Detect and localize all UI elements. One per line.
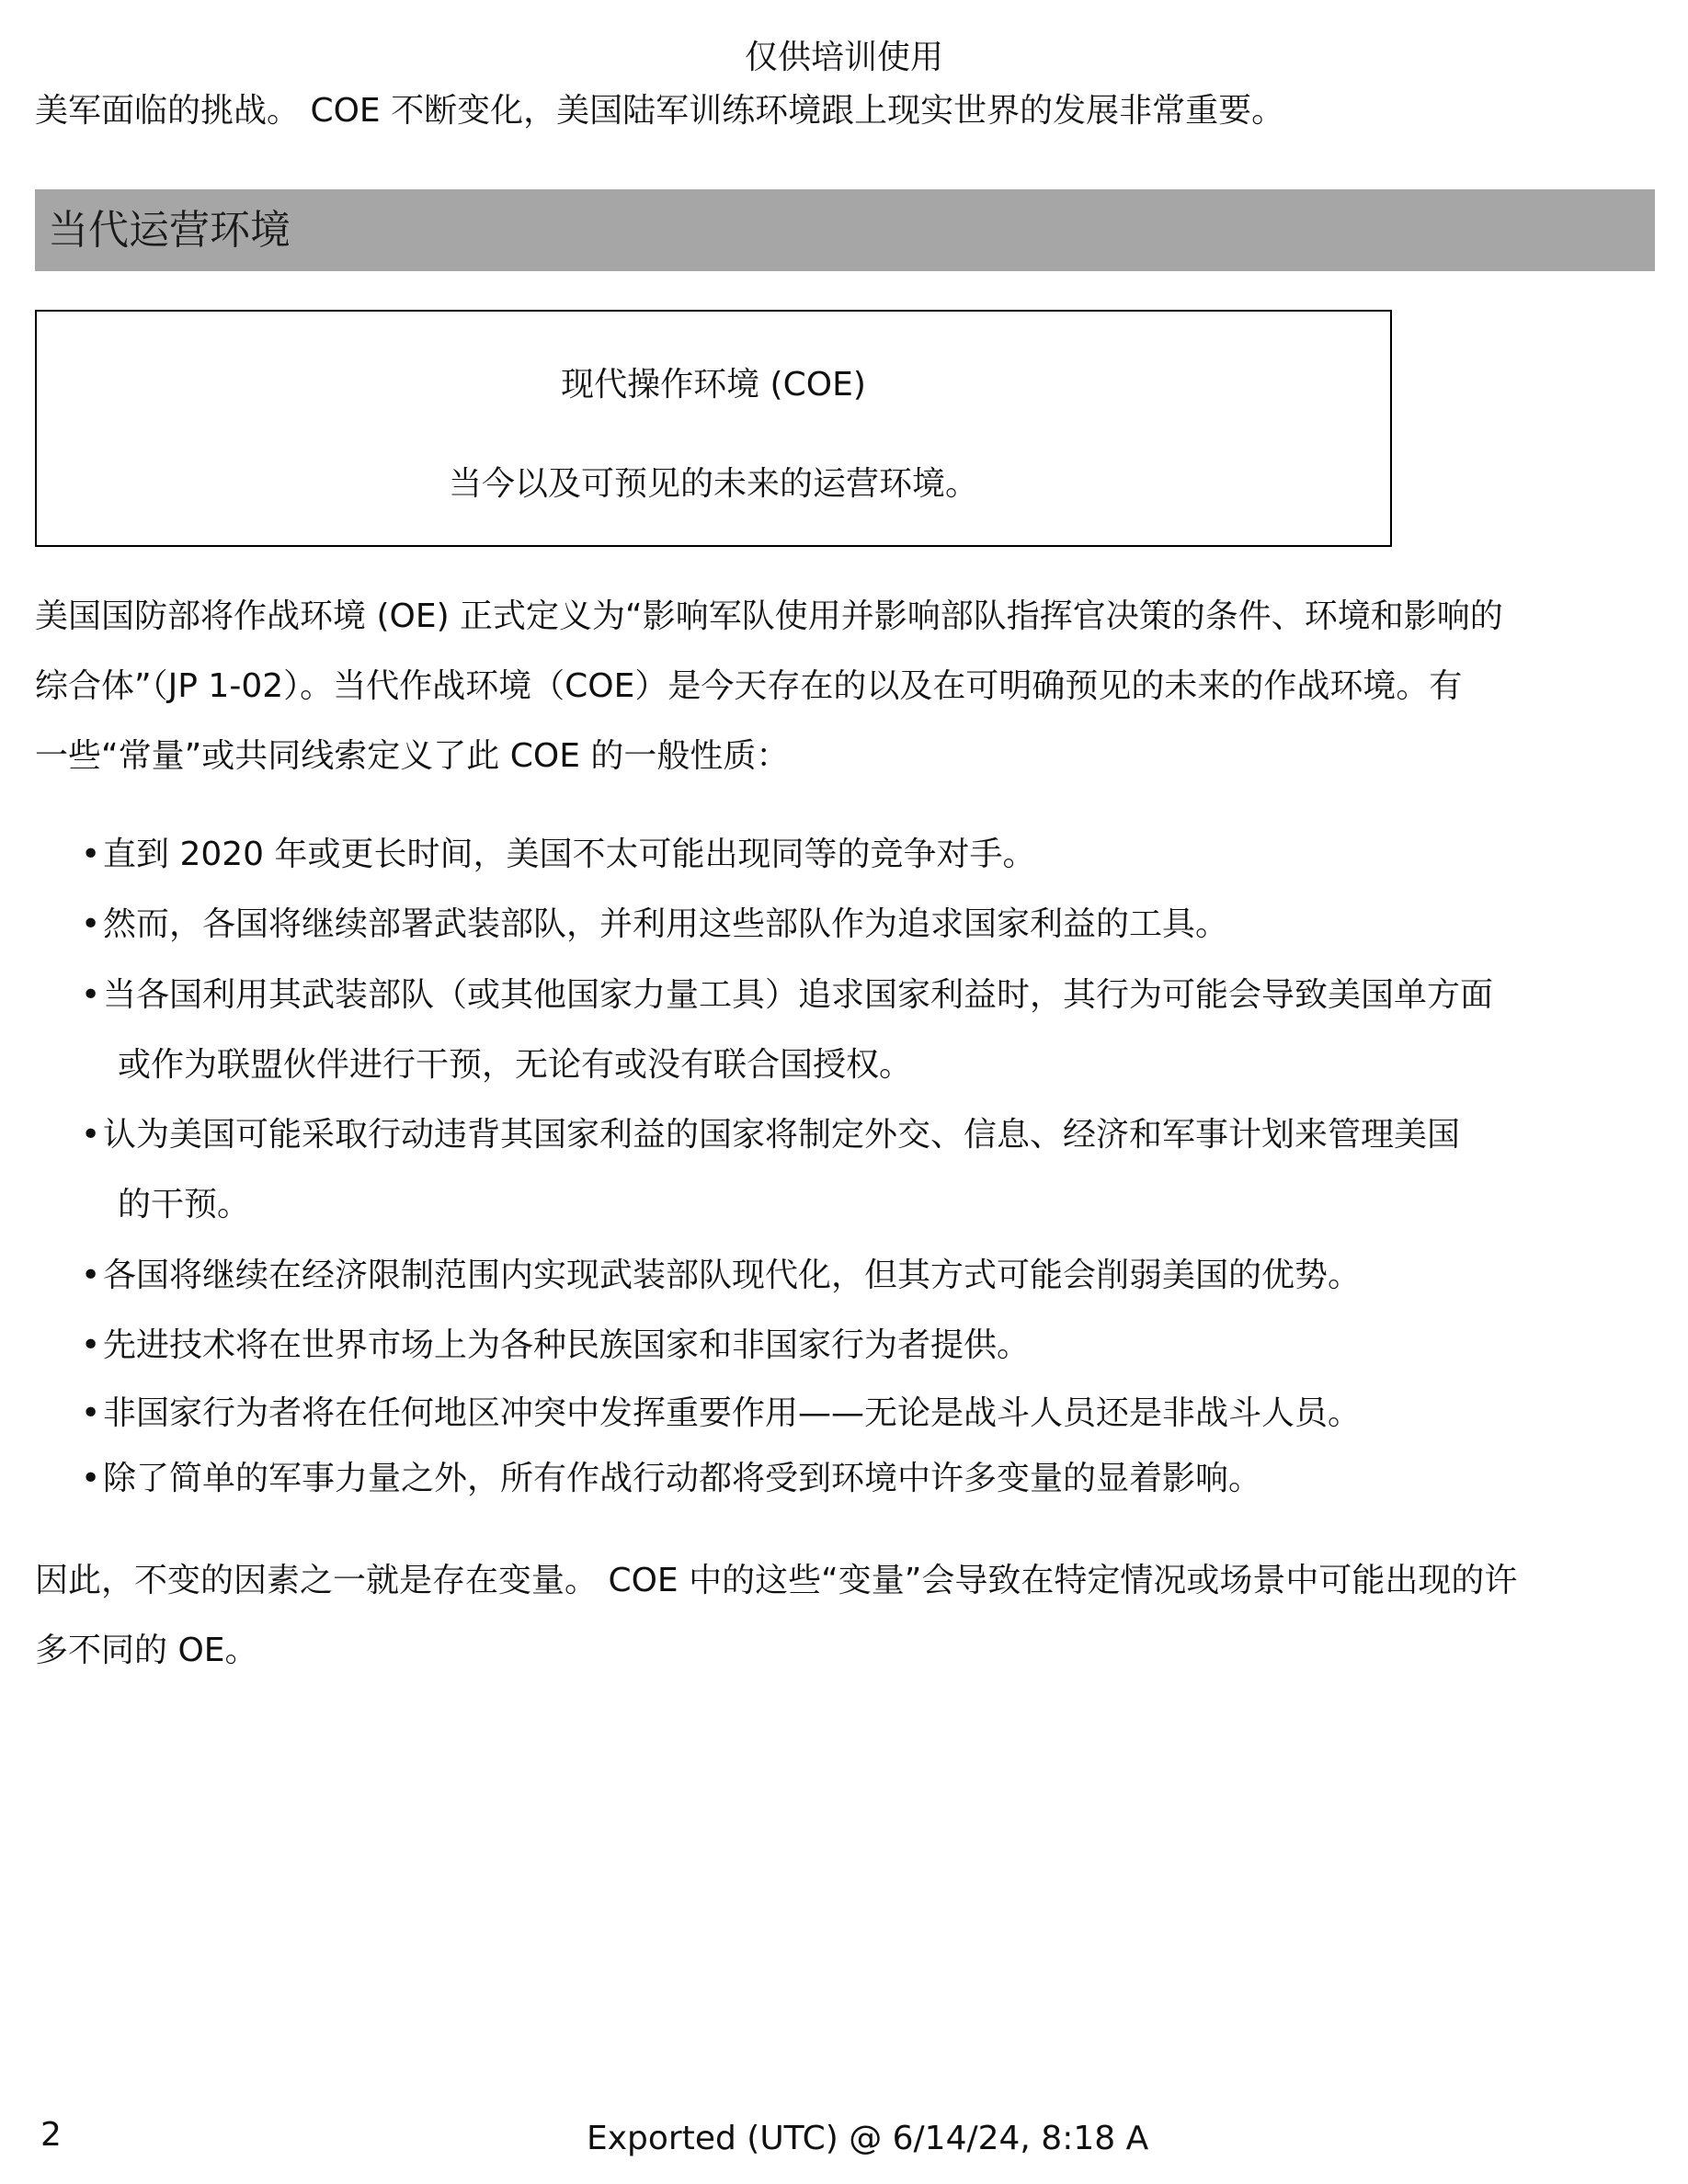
- bullet-text: 先进技术将在世界市场上为各种民族国家和非国家行为者提供。: [103, 1326, 1031, 1364]
- paragraph2-line: 因此，不变的因素之一就是存在变量。 COE 中的这些“变量”会导致在特定情况或场景中可能出现的许: [35, 1562, 1518, 1599]
- bullet-marker: •: [81, 836, 101, 873]
- bullet-marker: •: [81, 1326, 101, 1364]
- paragraph1-line: 美国国防部将作战环境 (OE) 正式定义为“影响军队使用并影响部队指挥官决策的条件、环境和影响的: [35, 597, 1503, 635]
- bullet-marker: •: [81, 1257, 101, 1294]
- intro-text: 美军面临的挑战。 COE 不断变化，美国陆军训练环境跟上现实世界的发展非常重要。: [35, 92, 1285, 130]
- paragraph2-line: 多不同的 OE。: [35, 1632, 258, 1669]
- bullet-marker: •: [81, 1394, 101, 1432]
- bullet-text: 直到 2020 年或更长时间，美国不太可能出现同等的竞争对手。: [103, 836, 1036, 873]
- bullet-text: 非国家行为者将在任何地区冲突中发挥重要作用——无论是战斗人员还是非战斗人员。: [103, 1394, 1362, 1432]
- export-timestamp: Exported (UTC) @ 6/14/24, 8:18 A: [587, 2120, 1149, 2157]
- bullet-text: 除了简单的军事力量之外，所有作战行动都将受到环境中许多变量的显着影响。: [103, 1460, 1262, 1497]
- bullet-item: [81, 973, 1493, 1018]
- definition-text: 当今以及可预见的未来的运营环境。: [448, 465, 978, 503]
- bullet-text-continued: 或作为联盟伙伴进行干预，无论有或没有联合国授权。: [118, 1046, 913, 1084]
- definition-term: 现代操作环境 (COE): [561, 366, 866, 404]
- bullet-item: [81, 1391, 1361, 1437]
- paragraph1-line: 综合体”（JP 1-02）。当代作战环境（COE）是今天存在的以及在可明确预见的未来的作战环境。有: [35, 667, 1463, 705]
- bullet-item: [81, 902, 1228, 948]
- bullet-text: 然而，各国将继续部署武装部队，并利用这些部队作为追求国家利益的工具。: [103, 905, 1229, 943]
- bullet-text: 各国将继续在经济限制范围内实现武装部队现代化，但其方式可能会削弱美国的优势。: [103, 1257, 1362, 1294]
- bullet-text-continued: 的干预。: [118, 1186, 251, 1223]
- bullet-marker: •: [81, 905, 101, 943]
- bullet-item: [81, 1456, 1261, 1502]
- bullet-text: 当各国利用其武装部队（或其他国家力量工具）追求国家利益时，其行为可能会导致美国单方面: [103, 976, 1494, 1014]
- page-number: 2: [40, 2116, 62, 2154]
- bullet-text: 认为美国可能采取行动违背其国家利益的国家将制定外交、信息、经济和军事计划来管理美国: [103, 1116, 1461, 1154]
- paragraph1-line: 一些“常量”或共同线索定义了此 COE 的一般性质：: [35, 737, 790, 775]
- bullet-item: [81, 832, 1036, 878]
- header-note: 仅供培训使用: [744, 39, 943, 76]
- section-heading-bar: [35, 189, 1655, 271]
- definition-box: [35, 310, 1392, 547]
- bullet-item: [81, 1253, 1361, 1299]
- bullet-item: [81, 1323, 1030, 1369]
- section-title: 当代运营环境: [48, 207, 291, 254]
- bullet-marker: •: [81, 1460, 101, 1497]
- bullet-marker: •: [81, 976, 101, 1014]
- bullet-marker: •: [81, 1116, 101, 1154]
- bullet-item: [81, 1112, 1460, 1158]
